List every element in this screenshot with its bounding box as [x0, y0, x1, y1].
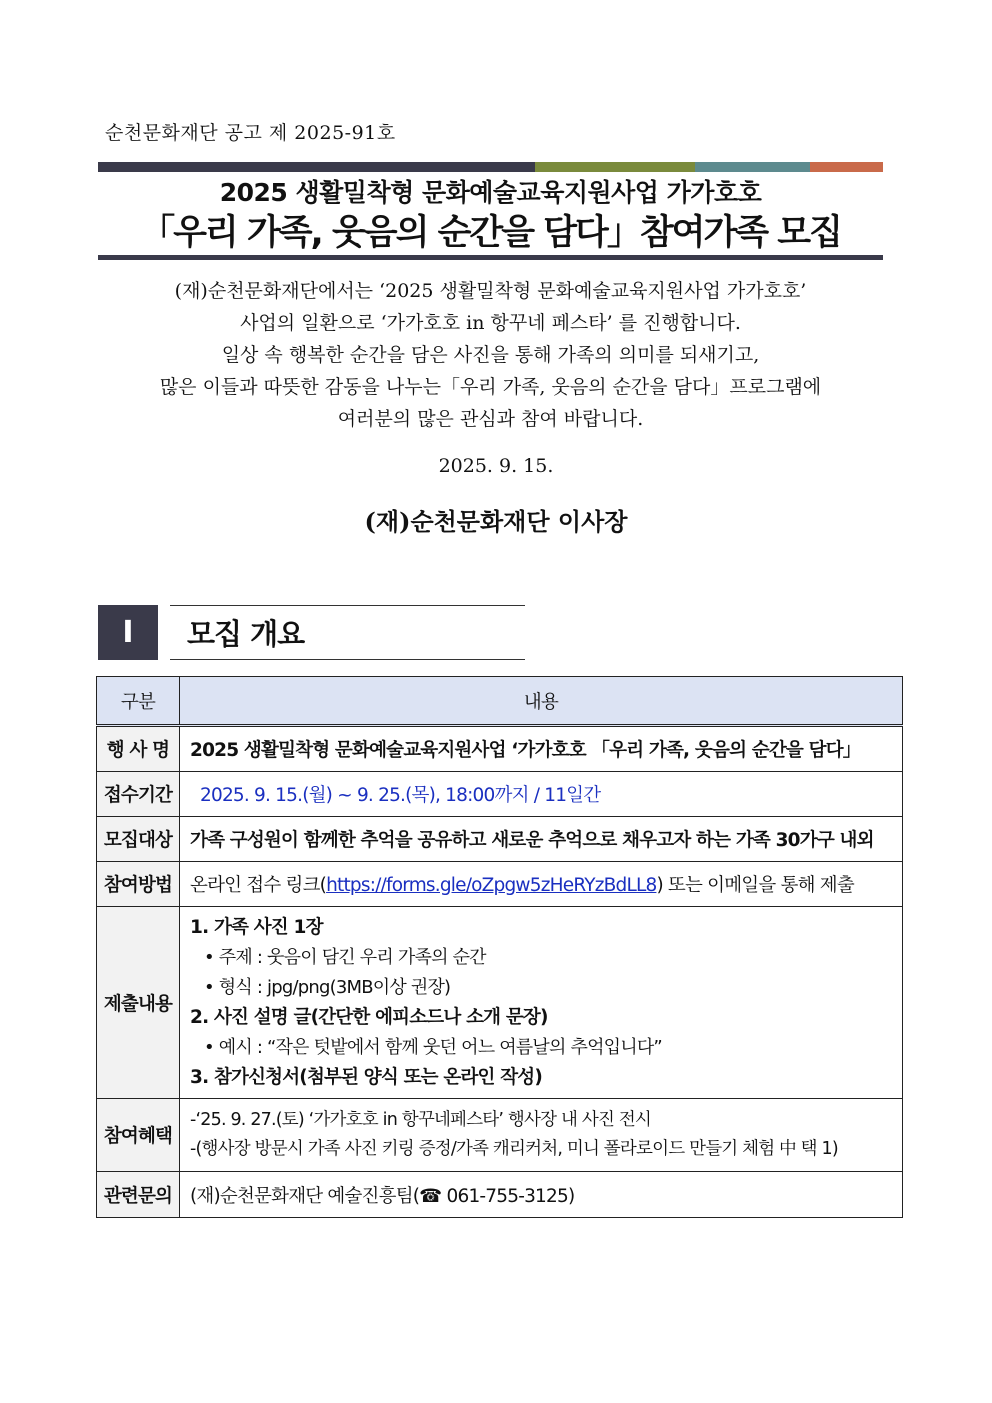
section-divider-top: [170, 605, 525, 606]
title-line-1: 2025 생활밀착형 문화예술교육지원사업 가가호호: [219, 178, 762, 207]
submission-value: [180, 907, 903, 1099]
table-header-row: [97, 677, 903, 726]
section-title: 모집 개요: [187, 617, 305, 651]
submission-subitem: • 형식 : jpg/png(3MB이상 권장): [204, 976, 451, 998]
section-number-badge: I: [98, 605, 158, 660]
row-key: 모집대상: [97, 817, 180, 862]
intro-line: 사업의 일환으로 ‘가가호호 in 항꾸네 페스타’ 를 진행합니다.: [240, 312, 741, 334]
row-key: 참여혜택: [97, 1099, 180, 1172]
row-key: 참여방법: [97, 862, 180, 907]
overview-table: [96, 676, 903, 1218]
intro-line: (재)순천문화재단에서는 ‘2025 생활밀착형 문화예술교육지원사업 가가호호’: [174, 280, 807, 302]
intro-line: 일상 속 행복한 순간을 담은 사진을 통해 가족의 의미를 되새기고,: [221, 344, 760, 366]
benefit-line: -(행사장 방문시 가족 사진 키링 증정/가족 캐리커처, 미니 폴라로이드 만들기 체험 中 택 1): [190, 1139, 838, 1159]
period-value: 2025. 9. 15.(월) ~ 9. 25.(목), 18:00까지 / 11일간: [180, 772, 903, 817]
table-row: [97, 1099, 903, 1172]
table-row: [97, 817, 903, 862]
intro-line: 여러분의 많은 관심과 참여 바랍니다.: [337, 408, 644, 430]
event-name-value: 2025 생활밀착형 문화예술교육지원사업 ‘가가호호 「우리 가족, 웃음의 순간을 담다」: [180, 726, 903, 772]
table-row: [97, 1172, 903, 1218]
method-suffix: ) 또는 이메일을 통해 제출: [656, 875, 854, 896]
table-row: [97, 907, 903, 1099]
intro-line: 많은 이들과 따뜻한 감동을 나누는「우리 가족, 웃음의 순간을 담다」프로그램에: [159, 376, 822, 398]
notice-number: 순천문화재단 공고 제 2025-91호: [105, 122, 396, 144]
table-row: [97, 862, 903, 907]
row-key: 행 사 명: [97, 726, 180, 772]
submission-subitem: • 예시 : “작은 텃밭에서 함께 웃던 어느 여름날의 추억입니다”: [204, 1036, 662, 1058]
announcement-date: 2025. 9. 15.: [438, 455, 554, 477]
benefit-value: [180, 1099, 903, 1172]
contact-value: (재)순천문화재단 예술진흥팀(☎ 061-755-3125): [180, 1172, 903, 1218]
header-value: 내용: [180, 677, 903, 726]
header-key: 구분: [97, 677, 180, 726]
row-key: 제출내용: [97, 907, 180, 1099]
submission-item: 1. 가족 사진 1장: [190, 916, 323, 938]
submission-item: 3. 참가신청서(첨부된 양식 또는 온라인 작성): [190, 1066, 543, 1088]
benefit-line: -‘25. 9. 27.(토) ‘가가호호 in 항꾸네페스타’ 행사장 내 사진 전시: [190, 1110, 652, 1130]
application-form-link[interactable]: https://forms.gle/oZpgw5zHeRYzBdLL8: [326, 875, 657, 896]
row-key: 관련문의: [97, 1172, 180, 1218]
table-row: [97, 772, 903, 817]
target-value: 가족 구성원이 함께한 추억을 공유하고 새로운 추억으로 채우고자 하는 가족 30가구 내외: [180, 817, 903, 862]
title-bottom-bar: [98, 255, 883, 260]
signature: (재)순천문화재단 이사장: [364, 507, 628, 536]
method-value: [180, 862, 903, 907]
title-color-bar: [98, 162, 883, 172]
submission-item: 2. 사진 설명 글(간단한 에피소드나 소개 문장): [190, 1006, 548, 1028]
title-line-2: 「우리 가족, 웃음의 순간을 담다」참여가족 모집: [140, 213, 841, 253]
method-prefix: 온라인 접수 링크(: [190, 875, 327, 896]
intro-paragraph: [98, 275, 883, 435]
submission-subitem: • 주제 : 웃음이 담긴 우리 가족의 순간: [204, 946, 486, 968]
row-key: 접수기간: [97, 772, 180, 817]
table-row: [97, 726, 903, 772]
section-divider-bottom: [170, 659, 525, 660]
